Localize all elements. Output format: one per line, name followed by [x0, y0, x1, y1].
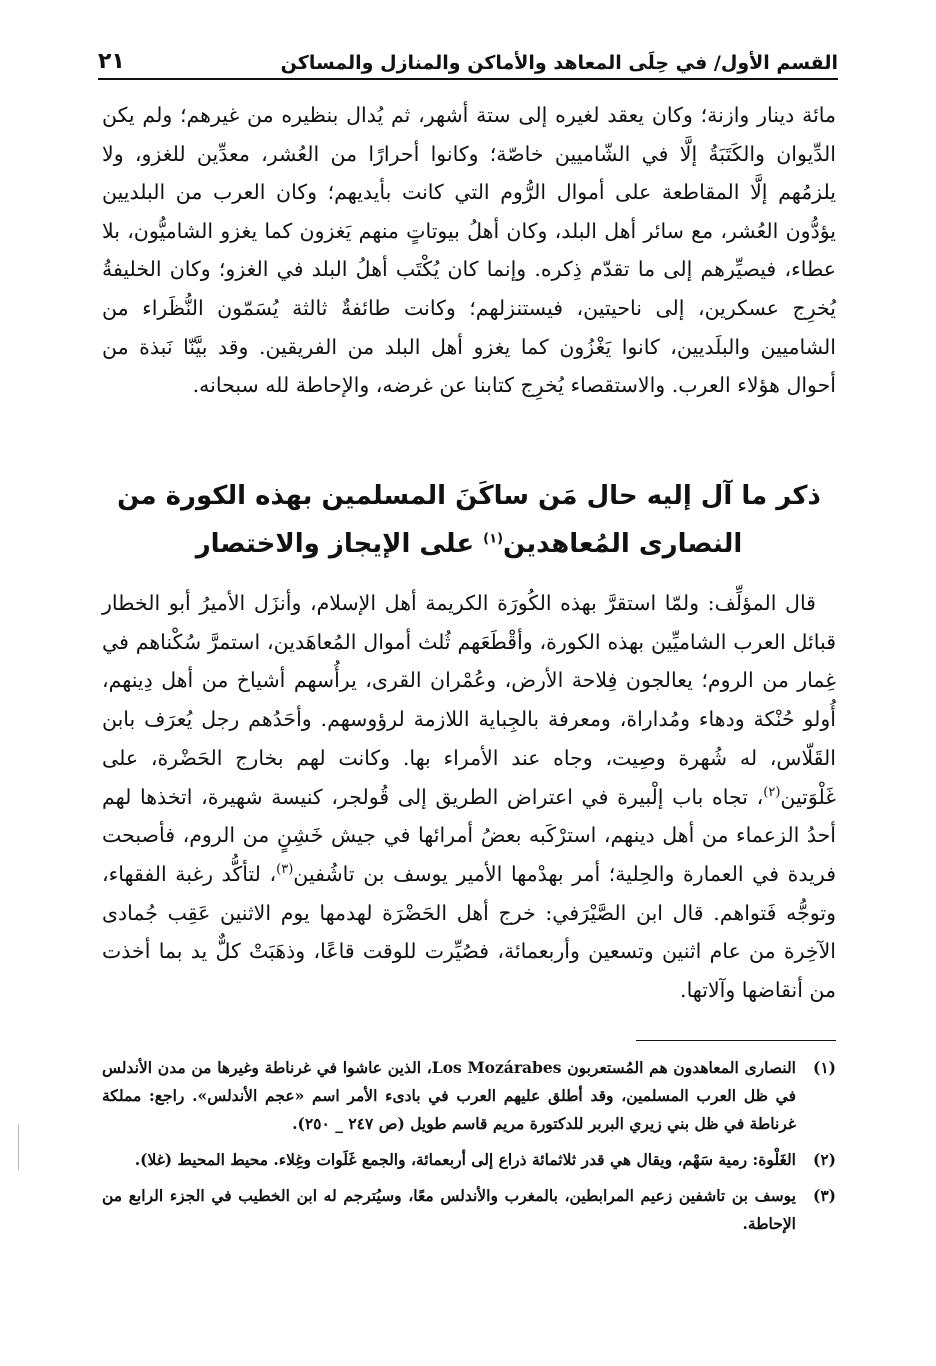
footnote-1	[102, 1054, 836, 1138]
scan-margin-mark	[18, 1124, 19, 1170]
footnote-text	[102, 1054, 796, 1138]
running-header	[98, 34, 838, 80]
paragraph-2-text	[102, 584, 836, 1010]
footnote-number: (٢)	[812, 1150, 836, 1169]
heading-line-1: ذكر ما آل إليه حال مَن ساكَنَ المسلمين بهذه الكورة من	[117, 481, 821, 511]
heading-line-2-start: النصارى المُعاهدين	[503, 529, 743, 559]
footnote-2	[102, 1146, 836, 1174]
heading-line-2-end: على الإيجاز والاختصار	[195, 529, 484, 559]
paragraph-2-part-1: قال المؤلِّف: ولمّا استقرَّ بهذه الكُورَة الكريمة أهل الإسلام، وأنزَل الأميرُ أبو الخطار قبائل العرب الشاميِّين بهذه الكورة، وأقْطَعَهم ثُلث أموال المُعاهَدين، استمرَّ سُكْناهم في غِمار من الروم؛ يعالجون فِلاحة الأرض، وعُمْران القرى، يرأُسهم أشياخ من أهل دِينهم، أُولو حُنْكة ودهاء ومُداراة، ومعرفة بالجِباية اللازمة لرؤوسهم. وأحَدُهم رجل يُعرَف بابن القَلّاس، له شُهرة وصِيت، وجاه عند الأمراء بها. وكانت لهم بخارج الحَضْرة، على غَلْوَتين	[102, 591, 836, 809]
page-number: ٢١	[98, 49, 125, 74]
footnote-text-b: ، الذين عاشوا في غرناطة وغيرها من مدن الأندلس في ظل العرب المسلمين، وقد أطلق عليهم العرب في بادىء الأمر اسم «عجم الأندلس». راجع: مملكة غرناطة في ظل بني زيري البربر للدكتورة مريم قاسم طويل (ص ٢٤٧ _ ٢٥٠).	[102, 1058, 796, 1133]
footnote-ref-3[interactable]: (٣)	[276, 862, 294, 878]
paragraph-2-part-3: ، لتأكُّد رغبة الفقهاء، وتوجُّه فَتواهم. قال ابن الصَّيْرَفي: خرج أهل الحَضْرَة لهدمها يوم الاثنين عَقِب جُمادى الآخِرة من عام اثنين وتسعين وأربعمائة، فصُيِّرت للوقت قاعًا، وذهَبَتْ كلٌّ يد بما أخذت من أنقاضها وآلاتها.	[102, 861, 836, 1003]
footnote-ref-1[interactable]: (١)	[483, 531, 504, 547]
footnote-divider	[636, 1040, 836, 1041]
footnote-text: الغَلْوة: رمية سَهْم، ويقال هي قدر ثلاثمائة ذراع إلى أربعمائة، والجمع غَلَوات وغِلاء. محيط المحيط (غلا).	[134, 1150, 796, 1169]
section-heading	[102, 472, 836, 568]
footnote-3	[102, 1182, 836, 1238]
header-title: القسم الأول/ في حِلَى المعاهد والأماكن والمنازل والمساكن	[280, 52, 838, 74]
footnote-number: (٣)	[812, 1186, 836, 1205]
paragraph-1-text: مائة دينار وازنة؛ وكان يعقد لغيره إلى ستة أشهر، ثم يُدال بنظيره من غيرهم؛ ولم يكن الدِّيوان والكَتَبَةُ إلَّا في الشّاميين خاصّة؛ وكانوا أحرارًا من العُشر، معدِّين للغزو، ولا يلزمُهم إلَّا المقاطعة على أموال الرُّوم التي كانت بأيديهم؛ وكان العرب من البلديين يؤدُّون العُشر، مع سائر أهل البلد، وكان أهلُ بيوتاتٍ منهم يَغزون كما يغزو الشاميُّون، بلا عطاء، فيصيِّرهم إلى ما تقدّم ذِكره. وإنما كان يُكْتَب أهلُ البلد في الغزو؛ وكان الخليفةُ يُخرِج عسكرين، إلى ناحيتين، فيستنزلهم؛ وكانت طائفةٌ ثالثة يُسَمّون النُّظَراء من الشاميين والبلَديين، كانوا يَغْزُون كما يغزو أهل البلد من الفريقين. وقد بيَّنّا نَبذة من أحوال هؤلاء العرب. والاستقصاء يُخرِج كتابنا عن غرضه، والإحاطة لله سبحانه.	[102, 103, 836, 398]
footnote-number: (١)	[812, 1058, 836, 1077]
footnote-latin-term: Los Mozárabes	[431, 1058, 562, 1077]
footnote-ref-2[interactable]: (٢)	[763, 784, 781, 800]
footnote-text: يوسف بن تاشفين زعيم المرابطين، بالمغرب والأندلس معًا، وسيُترجم له ابن الخطيب في الجزء الرابع من الإحاطة.	[102, 1186, 796, 1233]
footnote-text-a: النصارى المعاهدون هم المُستعربون	[561, 1058, 796, 1077]
paragraph-2	[102, 584, 836, 1010]
footnotes	[102, 1054, 836, 1246]
paragraph-2-part-2: ، تجاه باب إلْبيرة في اعتراض الطريق إلى قُولجر، كنيسة شهيرة، اتخذها لهم أحدُ الزعماء من أهل دينهم، استرْكَبه بعضُ أمرائها في جيش خَشِنٍ من الروم، فأصبحت فريدة في العمارة والحِلية؛ أمر بهدْمها الأمير يوسف بن تاشُفين	[102, 784, 836, 886]
heading-line-2	[102, 520, 836, 568]
paragraph-1	[102, 96, 836, 405]
